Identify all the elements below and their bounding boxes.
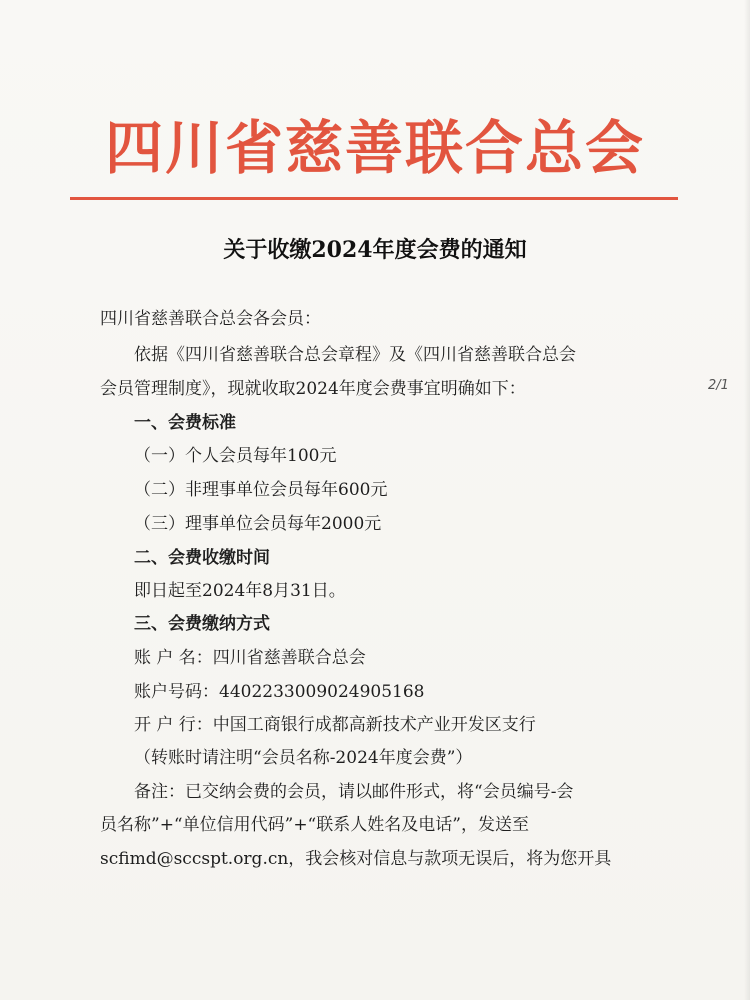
salutation: 四川省慈善联合总会各会员： — [100, 309, 321, 329]
bank-name: 开 户 行：中国工商银行成都高新技术产业开发区支行 — [134, 715, 536, 735]
collection-period: 即日起至2024年8月31日。 — [134, 581, 346, 601]
remark-line-2: 员名称”+“单位信用代码”+“联系人姓名及电话”，发送至 — [100, 815, 529, 835]
account-number: 账户号码：4402233009024905168 — [134, 682, 425, 702]
notice-title: 关于收缴2024年度会费的通知 — [223, 237, 527, 263]
account-name: 账 户 名：四川省慈善联合总会 — [134, 648, 366, 668]
letterhead-red-rule — [70, 197, 678, 200]
intro-line-1: 依据《四川省慈善联合总会章程》及《四川省慈善联合总会 — [134, 345, 576, 365]
handwritten-note: 2/1 — [708, 378, 729, 393]
section1-heading: 一、会费标准 — [134, 413, 236, 433]
fee-item-non-director-unit: （二）非理事单位会员每年600元 — [134, 480, 388, 500]
remark-line-3: scfimd@sccspt.org.cn，我会核对信息与款项无误后，将为您开具 — [100, 849, 612, 869]
fee-item-individual: （一）个人会员每年100元 — [134, 446, 337, 466]
section2-heading: 二、会费收缴时间 — [134, 548, 270, 568]
transfer-note: （转账时请注明“会员名称-2024年度会费”） — [134, 748, 473, 768]
fee-item-director-unit: （三）理事单位会员每年2000元 — [134, 514, 382, 534]
scan-edge-shadow — [744, 0, 750, 1000]
remark-line-1: 备注：已交纳会费的会员，请以邮件形式，将“会员编号-会 — [134, 782, 574, 802]
section3-heading: 三、会费缴纳方式 — [134, 614, 270, 634]
letterhead-title: 四川省慈善联合总会 — [104, 114, 645, 182]
intro-line-2: 会员管理制度》，现就收取2024年度会费事宜明确如下： — [100, 379, 526, 399]
